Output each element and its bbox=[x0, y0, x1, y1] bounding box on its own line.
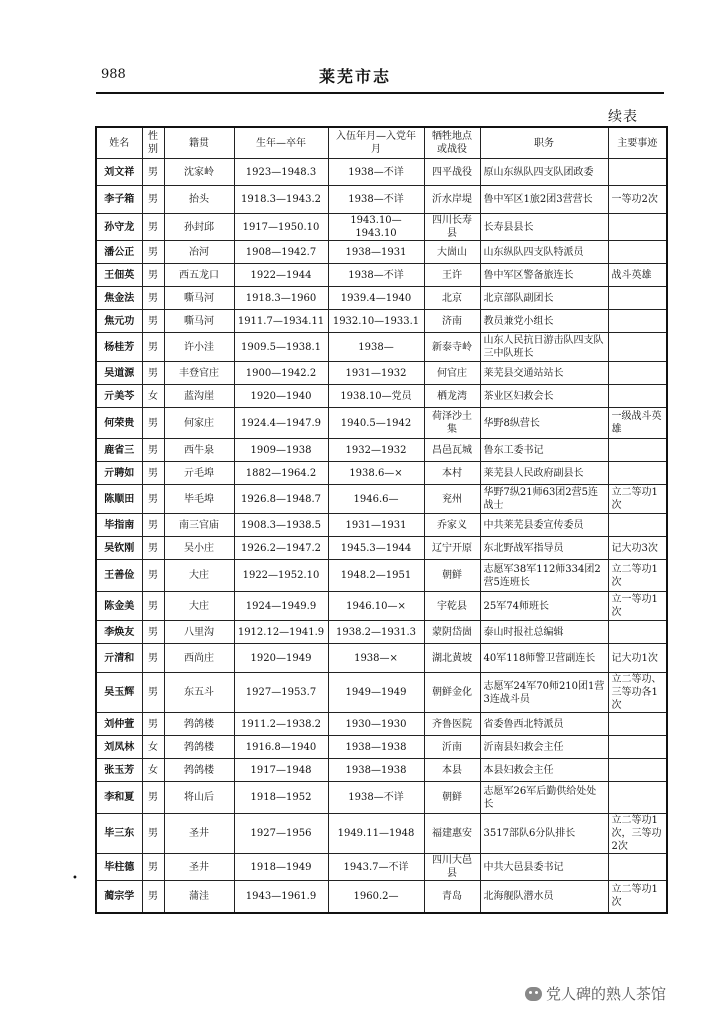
cell-sex: 女 bbox=[142, 736, 164, 759]
cell-position: 北京部队副团长 bbox=[480, 287, 608, 310]
cell-deeds bbox=[608, 333, 667, 362]
cell-sex: 男 bbox=[142, 462, 164, 485]
table-body bbox=[96, 159, 667, 913]
cell-sex: 男 bbox=[142, 537, 164, 560]
cell-name: 焦金法 bbox=[96, 287, 142, 310]
table-row bbox=[96, 782, 667, 814]
cell-native-place: 何家庄 bbox=[164, 408, 234, 439]
cell-position: 省委鲁西北特派员 bbox=[480, 713, 608, 736]
cell-native-place: 鹁鸽楼 bbox=[164, 736, 234, 759]
cell-name: 何荣贵 bbox=[96, 408, 142, 439]
cell-sex: 男 bbox=[142, 881, 164, 913]
cell-enlist-party: 1931—1931 bbox=[328, 514, 424, 537]
cell-sacrifice-place: 蒙阴岱崮 bbox=[424, 621, 480, 644]
cell-name: 王佃英 bbox=[96, 264, 142, 287]
cell-name: 王善俭 bbox=[96, 560, 142, 592]
cell-birth-death: 1918.3—1960 bbox=[234, 287, 328, 310]
martyr-roster-table bbox=[95, 126, 668, 914]
cell-sacrifice-place: 沂南 bbox=[424, 736, 480, 759]
cell-native-place: 大庄 bbox=[164, 560, 234, 592]
cell-enlist-party: 1943.7—不详 bbox=[328, 854, 424, 881]
cell-birth-death: 1927—1953.7 bbox=[234, 673, 328, 713]
cell-position: 山东人民抗日游击队四支队三中队班长 bbox=[480, 333, 608, 362]
cell-position: 鲁中军区警备旅连长 bbox=[480, 264, 608, 287]
cell-enlist-party: 1932—1932 bbox=[328, 439, 424, 462]
cell-sex: 男 bbox=[142, 439, 164, 462]
cell-enlist-party: 1939.4—1940 bbox=[328, 287, 424, 310]
cell-native-place: 圣井 bbox=[164, 814, 234, 854]
table-row bbox=[96, 713, 667, 736]
cell-birth-death: 1923—1948.3 bbox=[234, 159, 328, 186]
cell-deeds bbox=[608, 362, 667, 385]
table-row bbox=[96, 214, 667, 241]
wechat-icon bbox=[525, 987, 542, 1001]
cell-sacrifice-place: 荷泽沙土集 bbox=[424, 408, 480, 439]
cell-name: 亓清和 bbox=[96, 644, 142, 673]
cell-name: 刘仲萱 bbox=[96, 713, 142, 736]
cell-name: 毕柱德 bbox=[96, 854, 142, 881]
cell-enlist-party: 1930—1930 bbox=[328, 713, 424, 736]
table-row bbox=[96, 287, 667, 310]
cell-position: 鲁中军区1旅2团3营营长 bbox=[480, 186, 608, 214]
cell-native-place: 鹁鸽楼 bbox=[164, 713, 234, 736]
cell-position: 原山东纵队四支队团政委 bbox=[480, 159, 608, 186]
header-name: 姓名 bbox=[96, 127, 142, 159]
table-row bbox=[96, 408, 667, 439]
cell-sex: 男 bbox=[142, 560, 164, 592]
cell-sacrifice-place: 四川长寿县 bbox=[424, 214, 480, 241]
cell-birth-death: 1922—1944 bbox=[234, 264, 328, 287]
cell-sacrifice-place: 沂水岸堤 bbox=[424, 186, 480, 214]
cell-name: 杨桂芳 bbox=[96, 333, 142, 362]
cell-deeds: 记大功3次 bbox=[608, 537, 667, 560]
cell-native-place: 东五斗 bbox=[164, 673, 234, 713]
cell-birth-death: 1918.3—1943.2 bbox=[234, 186, 328, 214]
cell-sacrifice-place: 朝鲜 bbox=[424, 782, 480, 814]
cell-sacrifice-place: 大崮山 bbox=[424, 241, 480, 264]
table-row bbox=[96, 621, 667, 644]
cell-enlist-party: 1938—不详 bbox=[328, 264, 424, 287]
cell-enlist-party: 1940.5—1942 bbox=[328, 408, 424, 439]
watermark bbox=[525, 983, 666, 1004]
cell-name: 亓美芩 bbox=[96, 385, 142, 408]
cell-sacrifice-place: 四川大邑县 bbox=[424, 854, 480, 881]
cell-deeds: 立二等功1次 bbox=[608, 881, 667, 913]
cell-name: 刘文祥 bbox=[96, 159, 142, 186]
table-row bbox=[96, 186, 667, 214]
cell-deeds bbox=[608, 854, 667, 881]
cell-position: 本县妇救会主任 bbox=[480, 759, 608, 782]
cell-native-place: 孙封邱 bbox=[164, 214, 234, 241]
cell-position: 志愿军26军后勤供给处处长 bbox=[480, 782, 608, 814]
header-rule bbox=[96, 92, 664, 94]
cell-position: 长寿县县长 bbox=[480, 214, 608, 241]
cell-birth-death: 1912.12—1941.9 bbox=[234, 621, 328, 644]
cell-sacrifice-place: 栖龙湾 bbox=[424, 385, 480, 408]
cell-sex: 男 bbox=[142, 782, 164, 814]
cell-enlist-party: 1932.10—1933.1 bbox=[328, 310, 424, 333]
table-row bbox=[96, 644, 667, 673]
header-position: 职务 bbox=[480, 127, 608, 159]
cell-position: 沂南县妇救会主任 bbox=[480, 736, 608, 759]
cell-native-place: 吴小庄 bbox=[164, 537, 234, 560]
header-native-place: 籍贯 bbox=[164, 127, 234, 159]
cell-sacrifice-place: 朝鲜 bbox=[424, 560, 480, 592]
table-row bbox=[96, 759, 667, 782]
cell-birth-death: 1924.4—1947.9 bbox=[234, 408, 328, 439]
cell-enlist-party: 1938—1938 bbox=[328, 736, 424, 759]
cell-sacrifice-place: 新泰寺岭 bbox=[424, 333, 480, 362]
table-row bbox=[96, 881, 667, 913]
table-row bbox=[96, 854, 667, 881]
cell-native-place: 许小洼 bbox=[164, 333, 234, 362]
cell-sex: 男 bbox=[142, 713, 164, 736]
watermark-text: 党人碑的熟人茶馆 bbox=[546, 985, 667, 1003]
cell-native-place: 将山后 bbox=[164, 782, 234, 814]
cell-sex: 男 bbox=[142, 854, 164, 881]
cell-enlist-party: 1938.6—× bbox=[328, 462, 424, 485]
cell-sacrifice-place: 朝鲜金化 bbox=[424, 673, 480, 713]
cell-birth-death: 1917—1948 bbox=[234, 759, 328, 782]
header-deeds: 主要事迹 bbox=[608, 127, 667, 159]
cell-birth-death: 1908.3—1938.5 bbox=[234, 514, 328, 537]
cell-sacrifice-place: 兖州 bbox=[424, 485, 480, 514]
header-birth-death: 生年—卒年 bbox=[234, 127, 328, 159]
cell-sacrifice-place: 本村 bbox=[424, 462, 480, 485]
cell-enlist-party: 1938—1938 bbox=[328, 759, 424, 782]
cell-enlist-party: 1938—不详 bbox=[328, 186, 424, 214]
cell-deeds: 立一等功1次 bbox=[608, 592, 667, 621]
cell-sex: 男 bbox=[142, 514, 164, 537]
cell-deeds: 一级战斗英雄 bbox=[608, 408, 667, 439]
cell-deeds bbox=[608, 159, 667, 186]
cell-birth-death: 1927—1956 bbox=[234, 814, 328, 854]
cell-sacrifice-place: 齐鲁医院 bbox=[424, 713, 480, 736]
cell-enlist-party: 1948.2—1951 bbox=[328, 560, 424, 592]
cell-deeds: 立二等功、三等功各1次 bbox=[608, 673, 667, 713]
cell-deeds: 记大功1次 bbox=[608, 644, 667, 673]
cell-sacrifice-place: 北京 bbox=[424, 287, 480, 310]
cell-deeds: 一等功2次 bbox=[608, 186, 667, 214]
cell-deeds bbox=[608, 439, 667, 462]
cell-deeds bbox=[608, 287, 667, 310]
cell-enlist-party: 1938.10—党员 bbox=[328, 385, 424, 408]
cell-sacrifice-place: 宇乾县 bbox=[424, 592, 480, 621]
cell-native-place: 西牛泉 bbox=[164, 439, 234, 462]
cell-position: 中共大邑县委书记 bbox=[480, 854, 608, 881]
cell-sex: 男 bbox=[142, 186, 164, 214]
cell-name: 李和夏 bbox=[96, 782, 142, 814]
table-row bbox=[96, 310, 667, 333]
cell-native-place: 亓毛埠 bbox=[164, 462, 234, 485]
cell-position: 东北野战军指导员 bbox=[480, 537, 608, 560]
cell-birth-death: 1882—1964.2 bbox=[234, 462, 328, 485]
table-row bbox=[96, 592, 667, 621]
cell-position: 40军118师警卫营副连长 bbox=[480, 644, 608, 673]
cell-name: 鹿省三 bbox=[96, 439, 142, 462]
cell-position: 茶业区妇救会长 bbox=[480, 385, 608, 408]
cell-deeds bbox=[608, 241, 667, 264]
continued-label: 续表 bbox=[608, 109, 638, 125]
cell-birth-death: 1900—1942.2 bbox=[234, 362, 328, 385]
cell-native-place: 沈家岭 bbox=[164, 159, 234, 186]
cell-birth-death: 1909—1938 bbox=[234, 439, 328, 462]
cell-sex: 男 bbox=[142, 592, 164, 621]
cell-native-place: 丰登官庄 bbox=[164, 362, 234, 385]
cell-birth-death: 1908—1942.7 bbox=[234, 241, 328, 264]
cell-deeds bbox=[608, 621, 667, 644]
table-row bbox=[96, 159, 667, 186]
stray-mark: • bbox=[72, 873, 78, 884]
cell-enlist-party: 1960.2— bbox=[328, 881, 424, 913]
cell-name: 潘公正 bbox=[96, 241, 142, 264]
cell-name: 陈金美 bbox=[96, 592, 142, 621]
cell-sacrifice-place: 青岛 bbox=[424, 881, 480, 913]
cell-name: 孙守龙 bbox=[96, 214, 142, 241]
cell-birth-death: 1926.8—1948.7 bbox=[234, 485, 328, 514]
cell-sex: 男 bbox=[142, 287, 164, 310]
cell-sex: 男 bbox=[142, 362, 164, 385]
table-row bbox=[96, 264, 667, 287]
cell-sacrifice-place: 四平战役 bbox=[424, 159, 480, 186]
cell-sacrifice-place: 本县 bbox=[424, 759, 480, 782]
cell-name: 吴玉辉 bbox=[96, 673, 142, 713]
cell-native-place: 嘶马河 bbox=[164, 287, 234, 310]
cell-sex: 男 bbox=[142, 159, 164, 186]
page-number: 988 bbox=[101, 67, 126, 82]
cell-native-place: 南三官庙 bbox=[164, 514, 234, 537]
cell-deeds bbox=[608, 713, 667, 736]
cell-deeds bbox=[608, 214, 667, 241]
cell-native-place: 蓝沟崖 bbox=[164, 385, 234, 408]
cell-position: 鲁东工委书记 bbox=[480, 439, 608, 462]
cell-native-place: 鹁鸽楼 bbox=[164, 759, 234, 782]
cell-birth-death: 1920—1940 bbox=[234, 385, 328, 408]
table-row bbox=[96, 362, 667, 385]
cell-sex: 男 bbox=[142, 333, 164, 362]
cell-enlist-party: 1946.10—× bbox=[328, 592, 424, 621]
cell-position: 华野8纵营长 bbox=[480, 408, 608, 439]
cell-sex: 女 bbox=[142, 385, 164, 408]
cell-name: 李焕友 bbox=[96, 621, 142, 644]
cell-name: 陈顺田 bbox=[96, 485, 142, 514]
table-row bbox=[96, 462, 667, 485]
cell-sex: 男 bbox=[142, 673, 164, 713]
cell-native-place: 大庄 bbox=[164, 592, 234, 621]
cell-name: 张玉芳 bbox=[96, 759, 142, 782]
cell-native-place: 抬头 bbox=[164, 186, 234, 214]
cell-position: 山东纵队四支队特派员 bbox=[480, 241, 608, 264]
cell-sex: 女 bbox=[142, 759, 164, 782]
cell-name: 蔺宗学 bbox=[96, 881, 142, 913]
cell-native-place: 蒲洼 bbox=[164, 881, 234, 913]
cell-position: 中共莱芜县委宣传委员 bbox=[480, 514, 608, 537]
cell-enlist-party: 1949—1949 bbox=[328, 673, 424, 713]
cell-enlist-party: 1945.3—1944 bbox=[328, 537, 424, 560]
cell-birth-death: 1911.7—1934.11 bbox=[234, 310, 328, 333]
cell-birth-death: 1922—1952.10 bbox=[234, 560, 328, 592]
cell-deeds: 立二等功1次 bbox=[608, 485, 667, 514]
cell-position: 25军74师班长 bbox=[480, 592, 608, 621]
cell-position: 3517部队6分队排长 bbox=[480, 814, 608, 854]
cell-deeds bbox=[608, 310, 667, 333]
table-row bbox=[96, 485, 667, 514]
cell-birth-death: 1920—1949 bbox=[234, 644, 328, 673]
cell-sacrifice-place: 济南 bbox=[424, 310, 480, 333]
cell-sacrifice-place: 昌邑瓦城 bbox=[424, 439, 480, 462]
table-row bbox=[96, 736, 667, 759]
cell-name: 李子箱 bbox=[96, 186, 142, 214]
cell-name: 吴道源 bbox=[96, 362, 142, 385]
cell-native-place: 嘶马河 bbox=[164, 310, 234, 333]
cell-native-place: 八里沟 bbox=[164, 621, 234, 644]
cell-position: 志愿军38军112师334团2营5连班长 bbox=[480, 560, 608, 592]
cell-birth-death: 1918—1949 bbox=[234, 854, 328, 881]
cell-name: 毕三东 bbox=[96, 814, 142, 854]
cell-enlist-party: 1938— bbox=[328, 333, 424, 362]
cell-deeds bbox=[608, 736, 667, 759]
cell-name: 吴钦刚 bbox=[96, 537, 142, 560]
cell-birth-death: 1916.8—1940 bbox=[234, 736, 328, 759]
cell-sex: 男 bbox=[142, 621, 164, 644]
cell-position: 莱芜县人民政府副县长 bbox=[480, 462, 608, 485]
table-row bbox=[96, 560, 667, 592]
cell-sex: 男 bbox=[142, 408, 164, 439]
header-sacrifice-place: 牺牲地点或战役 bbox=[424, 127, 480, 159]
cell-sex: 男 bbox=[142, 814, 164, 854]
cell-sex: 男 bbox=[142, 241, 164, 264]
table-header-row bbox=[96, 127, 667, 159]
cell-enlist-party: 1949.11—1948 bbox=[328, 814, 424, 854]
cell-position: 志愿军24军70师210团1营3连战斗员 bbox=[480, 673, 608, 713]
table-row bbox=[96, 241, 667, 264]
table-row bbox=[96, 673, 667, 713]
table-row bbox=[96, 439, 667, 462]
cell-sacrifice-place: 湖北黄坡 bbox=[424, 644, 480, 673]
cell-birth-death: 1943—1961.9 bbox=[234, 881, 328, 913]
cell-position: 华野7纵21师63团2营5连战士 bbox=[480, 485, 608, 514]
book-title: 莱芜市志 bbox=[318, 67, 391, 86]
cell-deeds bbox=[608, 759, 667, 782]
cell-enlist-party: 1938—不详 bbox=[328, 159, 424, 186]
cell-enlist-party: 1943.10—1943.10 bbox=[328, 214, 424, 241]
cell-position: 莱芜县交通站站长 bbox=[480, 362, 608, 385]
header-sex: 性别 bbox=[142, 127, 164, 159]
cell-enlist-party: 1938—不详 bbox=[328, 782, 424, 814]
cell-native-place: 冶河 bbox=[164, 241, 234, 264]
cell-deeds: 战斗英雄 bbox=[608, 264, 667, 287]
cell-position: 泰山时报社总编辑 bbox=[480, 621, 608, 644]
cell-birth-death: 1911.2—1938.2 bbox=[234, 713, 328, 736]
cell-deeds: 立二等功1次，三等功2次 bbox=[608, 814, 667, 854]
cell-birth-death: 1917—1950.10 bbox=[234, 214, 328, 241]
cell-name: 亓聘如 bbox=[96, 462, 142, 485]
cell-deeds: 立二等功1次 bbox=[608, 560, 667, 592]
cell-birth-death: 1924—1949.9 bbox=[234, 592, 328, 621]
cell-name: 刘凤林 bbox=[96, 736, 142, 759]
cell-sacrifice-place: 辽宁开原 bbox=[424, 537, 480, 560]
cell-sex: 男 bbox=[142, 214, 164, 241]
cell-sacrifice-place: 福建惠安 bbox=[424, 814, 480, 854]
cell-sex: 男 bbox=[142, 310, 164, 333]
cell-birth-death: 1918—1952 bbox=[234, 782, 328, 814]
cell-native-place: 西尚庄 bbox=[164, 644, 234, 673]
cell-enlist-party: 1946.6— bbox=[328, 485, 424, 514]
cell-native-place: 毕毛埠 bbox=[164, 485, 234, 514]
cell-deeds bbox=[608, 462, 667, 485]
table-row bbox=[96, 385, 667, 408]
cell-position: 北海舰队潜水员 bbox=[480, 881, 608, 913]
cell-native-place: 西五龙口 bbox=[164, 264, 234, 287]
cell-native-place: 圣井 bbox=[164, 854, 234, 881]
header-enlist-party: 入伍年月—入党年月 bbox=[328, 127, 424, 159]
cell-sex: 男 bbox=[142, 644, 164, 673]
cell-sacrifice-place: 何官庄 bbox=[424, 362, 480, 385]
table-row bbox=[96, 333, 667, 362]
cell-enlist-party: 1938.2—1931.3 bbox=[328, 621, 424, 644]
cell-enlist-party: 1938—1931 bbox=[328, 241, 424, 264]
table-row bbox=[96, 514, 667, 537]
cell-birth-death: 1909.5—1938.1 bbox=[234, 333, 328, 362]
cell-deeds bbox=[608, 385, 667, 408]
cell-birth-death: 1926.2—1947.2 bbox=[234, 537, 328, 560]
cell-deeds bbox=[608, 514, 667, 537]
cell-name: 焦元功 bbox=[96, 310, 142, 333]
cell-sacrifice-place: 王许 bbox=[424, 264, 480, 287]
cell-sex: 男 bbox=[142, 485, 164, 514]
cell-position: 教员兼党小组长 bbox=[480, 310, 608, 333]
cell-sacrifice-place: 乔家义 bbox=[424, 514, 480, 537]
table-row bbox=[96, 814, 667, 854]
cell-sex: 男 bbox=[142, 264, 164, 287]
cell-deeds bbox=[608, 782, 667, 814]
cell-enlist-party: 1931—1932 bbox=[328, 362, 424, 385]
table-row bbox=[96, 537, 667, 560]
cell-name: 毕指南 bbox=[96, 514, 142, 537]
cell-enlist-party: 1938—× bbox=[328, 644, 424, 673]
